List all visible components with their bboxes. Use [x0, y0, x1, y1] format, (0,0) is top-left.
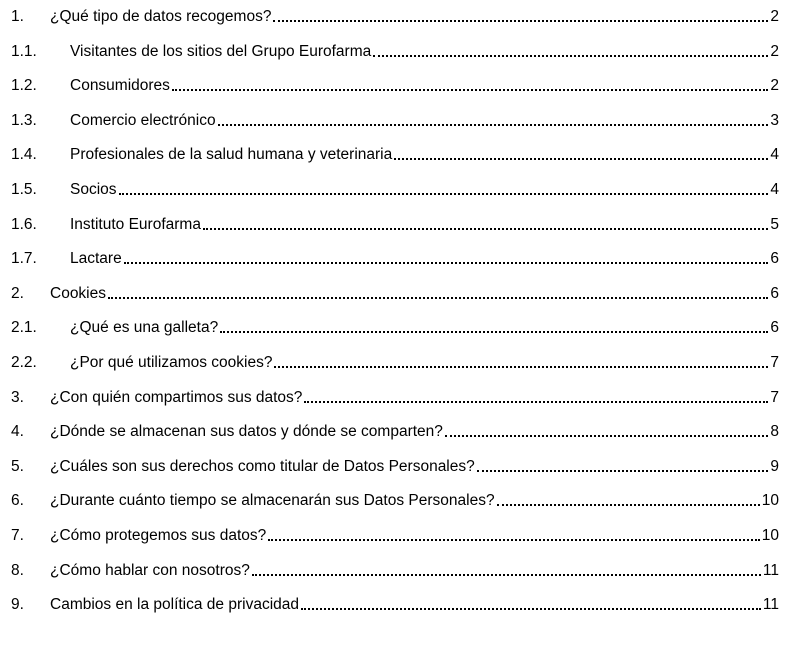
toc-entry-title[interactable]: ¿Por qué utilizamos cookies? — [70, 354, 273, 371]
toc-entry-page-number: 6 — [770, 284, 779, 302]
toc-entry-title[interactable]: Consumidores — [70, 77, 170, 95]
toc-entry[interactable] — [0, 348, 779, 372]
toc-dot-leader — [373, 55, 768, 57]
toc-entry-title[interactable]: ¿Dónde se almacenan sus datos y dónde se comparten? — [50, 423, 443, 441]
toc-entry-title[interactable]: Instituto Eurofarma — [70, 215, 201, 233]
toc-entry-number: 1.1. — [11, 42, 37, 60]
toc-entry-title[interactable]: ¿Durante cuánto tiempo se almacenarán sus Datos Personales? — [50, 492, 495, 510]
toc-entry[interactable] — [0, 106, 779, 130]
toc-dot-leader — [119, 193, 769, 195]
toc-entry-title[interactable]: Cookies — [50, 284, 106, 302]
toc-dot-leader — [273, 20, 768, 22]
toc-entry-number: 1.3. — [11, 111, 37, 129]
toc-entry[interactable] — [0, 279, 779, 303]
toc-dot-leader — [218, 124, 769, 126]
toc-entry-number: 1.5. — [11, 181, 37, 198]
toc-entry-number: 7. — [11, 527, 24, 544]
toc-entry[interactable] — [0, 556, 779, 580]
toc-entry-number: 5. — [11, 457, 24, 475]
toc-dot-leader — [301, 608, 761, 610]
toc-entry-number: 2. — [11, 284, 24, 302]
toc-entry-number: 9. — [11, 596, 24, 614]
toc-entry-number: 8. — [11, 561, 24, 579]
toc-entry[interactable] — [0, 486, 779, 510]
toc-entry-number: 1.7. — [11, 250, 37, 268]
toc-entry[interactable] — [0, 2, 779, 26]
toc-entry-page-number: 4 — [770, 146, 779, 164]
toc-entry[interactable] — [0, 383, 779, 407]
toc-entry-page-number: 7 — [770, 354, 779, 371]
toc-entry-number: 6. — [11, 492, 24, 510]
toc-entry-page-number: 3 — [770, 111, 779, 129]
toc-entry-title[interactable]: ¿Qué es una galleta? — [70, 319, 219, 337]
toc-entry-title[interactable]: Profesionales de la salud humana y veterinaria — [70, 146, 393, 164]
toc-dot-leader — [252, 574, 761, 576]
toc-entry-title[interactable]: Comercio electrónico — [70, 111, 216, 129]
toc-dot-leader — [497, 504, 760, 506]
toc-dot-leader — [220, 331, 768, 333]
toc-entry-page-number: 10 — [761, 527, 779, 544]
toc-dot-leader — [477, 470, 769, 472]
toc-dot-leader — [304, 401, 768, 403]
toc-entry[interactable] — [0, 210, 779, 234]
toc-entry-page-number: 8 — [770, 423, 779, 441]
toc-entry-number: 1. — [11, 8, 24, 25]
toc-entry-number: 1.6. — [11, 215, 37, 233]
toc-entry-title[interactable]: Socios — [70, 181, 117, 198]
toc-dot-leader — [268, 539, 760, 541]
toc-entry-title[interactable]: ¿Con quién compartimos sus datos? — [50, 388, 303, 406]
toc-entry-title[interactable]: Lactare — [70, 250, 122, 268]
toc-entry-page-number: 2 — [770, 77, 779, 95]
toc-entry[interactable] — [0, 175, 779, 199]
toc-dot-leader — [203, 228, 768, 230]
toc-entry[interactable] — [0, 313, 779, 337]
toc-entry-title[interactable]: Cambios en la política de privacidad — [50, 596, 299, 614]
toc-entry[interactable] — [0, 417, 779, 441]
toc-entry-number: 1.2. — [11, 77, 37, 95]
toc-dot-leader — [394, 158, 768, 160]
toc-entry-page-number: 7 — [770, 388, 779, 406]
toc-entry-page-number: 2 — [770, 8, 779, 25]
toc-entry-title[interactable]: ¿Cómo hablar con nosotros? — [50, 561, 250, 579]
toc-entry[interactable] — [0, 452, 779, 476]
toc-entry-number: 3. — [11, 388, 24, 406]
toc-entry-page-number: 4 — [770, 181, 779, 198]
toc-dot-leader — [445, 435, 768, 437]
toc-entry[interactable] — [0, 521, 779, 545]
toc-entry[interactable] — [0, 140, 779, 164]
toc-entry-title[interactable]: Visitantes de los sitios del Grupo Eurofarma — [70, 42, 372, 60]
toc-entry-page-number: 10 — [761, 492, 779, 510]
toc-entry-page-number: 11 — [762, 561, 779, 579]
toc-entry[interactable] — [0, 71, 779, 95]
toc-entry-title[interactable]: ¿Cómo protegemos sus datos? — [50, 527, 267, 544]
toc-entry-title[interactable]: ¿Cuáles son sus derechos como titular de Datos Personales? — [50, 457, 475, 475]
toc-entry-title[interactable]: ¿Qué tipo de datos recogemos? — [50, 8, 272, 25]
toc-entry-page-number: 6 — [770, 319, 779, 337]
toc-dot-leader — [124, 262, 769, 264]
toc-entry-number: 1.4. — [11, 146, 37, 164]
toc-dot-leader — [274, 366, 768, 368]
toc-entry[interactable] — [0, 37, 779, 61]
toc-entry-page-number: 9 — [770, 457, 779, 475]
toc-entry-page-number: 5 — [770, 215, 779, 233]
toc-dot-leader — [108, 297, 768, 299]
toc-entry-number: 2.1. — [11, 319, 37, 337]
toc-entry[interactable] — [0, 590, 779, 614]
toc-entry-number: 2.2. — [11, 354, 37, 371]
toc-entry[interactable] — [0, 244, 779, 268]
toc-dot-leader — [172, 89, 768, 91]
toc-entry-number: 4. — [11, 423, 24, 441]
toc-entry-page-number: 6 — [770, 250, 779, 268]
toc-entry-page-number: 2 — [770, 42, 779, 60]
toc-entry-page-number: 11 — [762, 596, 779, 614]
